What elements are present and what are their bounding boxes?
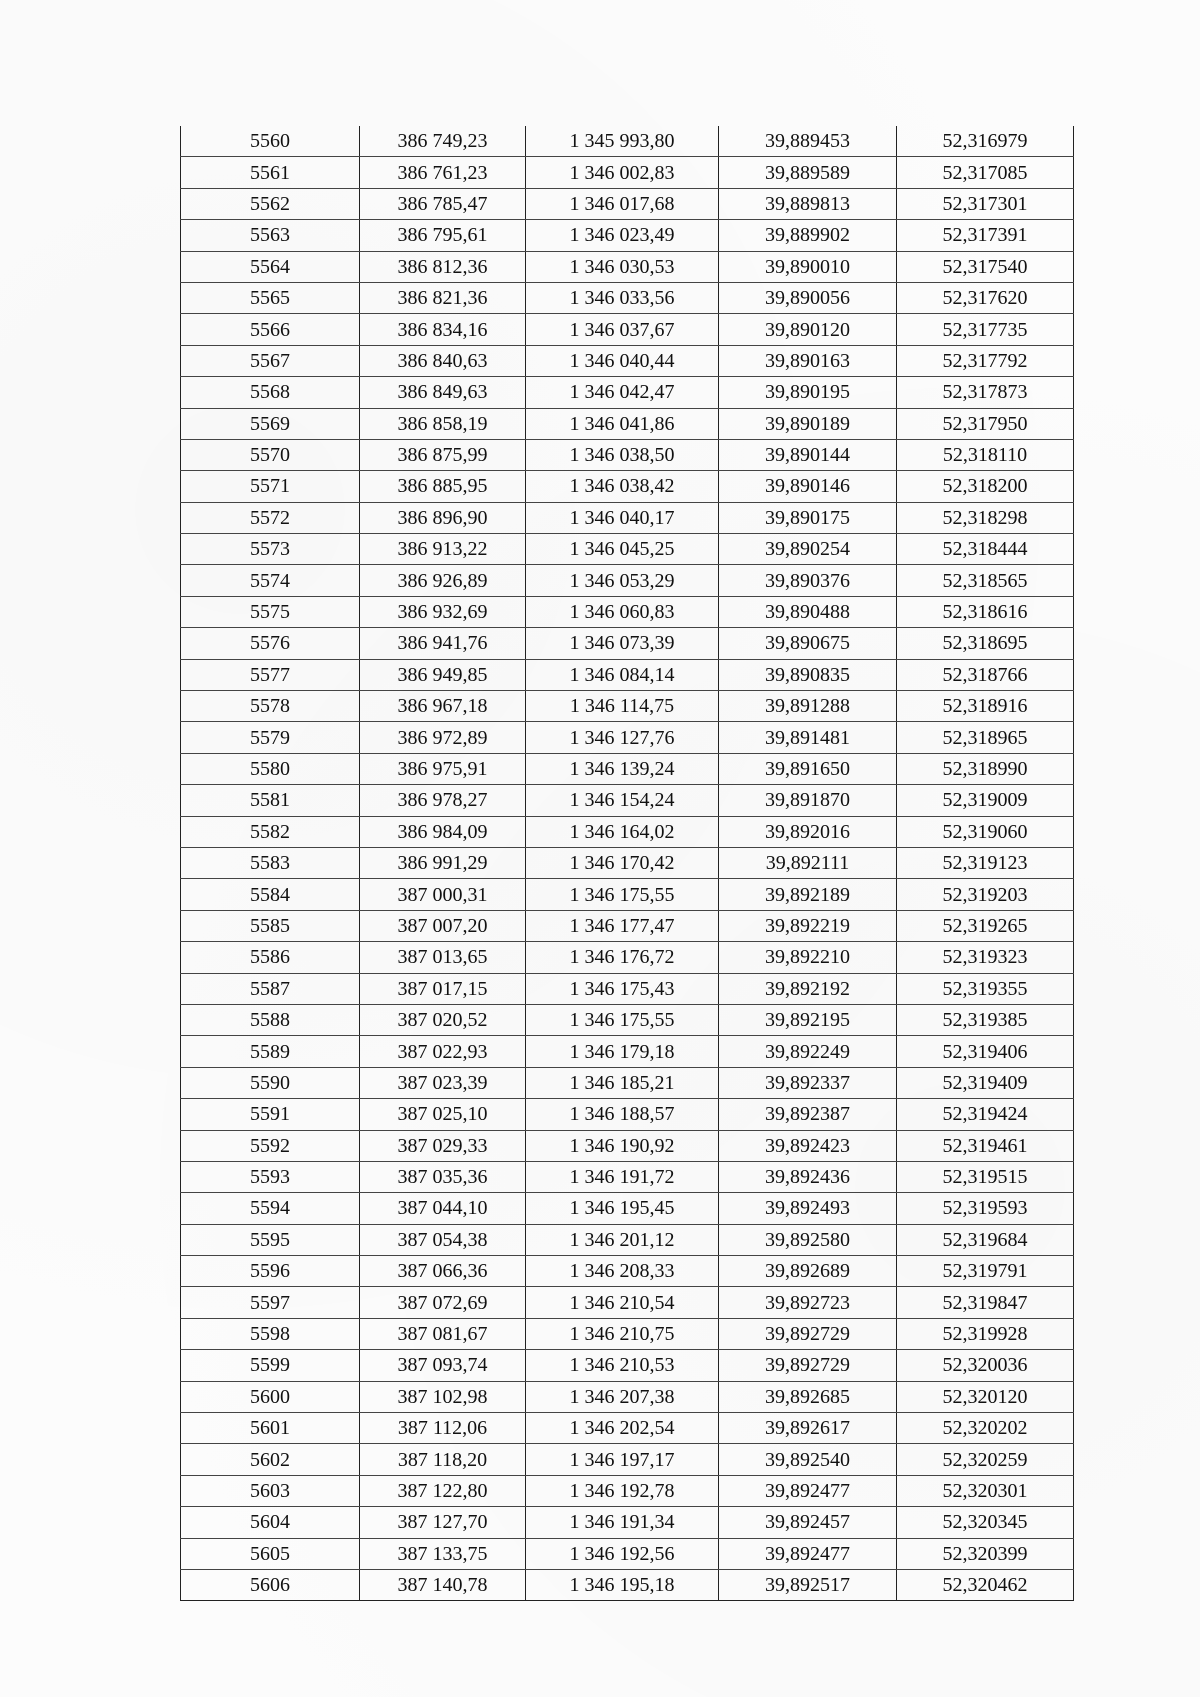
x-coordinate-cell: 387 000,31 bbox=[360, 879, 526, 910]
point-number-cell: 5586 bbox=[181, 942, 360, 973]
latitude-cell: 39,892192 bbox=[719, 973, 897, 1004]
x-coordinate-cell: 386 840,63 bbox=[360, 345, 526, 376]
table-row bbox=[181, 1130, 1074, 1161]
longitude-cell: 52,317620 bbox=[897, 282, 1074, 313]
y-coordinate-cell: 1 346 139,24 bbox=[526, 753, 719, 784]
latitude-cell: 39,892189 bbox=[719, 879, 897, 910]
coordinates-table-body bbox=[181, 126, 1074, 1601]
latitude-cell: 39,892493 bbox=[719, 1193, 897, 1224]
longitude-cell: 52,320345 bbox=[897, 1507, 1074, 1538]
y-coordinate-cell: 1 346 197,17 bbox=[526, 1444, 719, 1475]
y-coordinate-cell: 1 346 170,42 bbox=[526, 847, 719, 878]
latitude-cell: 39,892436 bbox=[719, 1161, 897, 1192]
y-coordinate-cell: 1 346 175,55 bbox=[526, 1004, 719, 1035]
longitude-cell: 52,317391 bbox=[897, 220, 1074, 251]
point-number-cell: 5603 bbox=[181, 1475, 360, 1506]
point-number-cell: 5582 bbox=[181, 816, 360, 847]
table-row bbox=[181, 1318, 1074, 1349]
longitude-cell: 52,318965 bbox=[897, 722, 1074, 753]
latitude-cell: 39,892195 bbox=[719, 1004, 897, 1035]
longitude-cell: 52,317540 bbox=[897, 251, 1074, 282]
y-coordinate-cell: 1 346 040,17 bbox=[526, 502, 719, 533]
x-coordinate-cell: 387 093,74 bbox=[360, 1350, 526, 1381]
y-coordinate-cell: 1 346 023,49 bbox=[526, 220, 719, 251]
table-row bbox=[181, 942, 1074, 973]
point-number-cell: 5593 bbox=[181, 1161, 360, 1192]
y-coordinate-cell: 1 346 176,72 bbox=[526, 942, 719, 973]
latitude-cell: 39,892517 bbox=[719, 1569, 897, 1600]
x-coordinate-cell: 387 022,93 bbox=[360, 1036, 526, 1067]
point-number-cell: 5576 bbox=[181, 628, 360, 659]
x-coordinate-cell: 387 140,78 bbox=[360, 1569, 526, 1600]
y-coordinate-cell: 1 346 002,83 bbox=[526, 157, 719, 188]
x-coordinate-cell: 387 054,38 bbox=[360, 1224, 526, 1255]
point-number-cell: 5580 bbox=[181, 753, 360, 784]
y-coordinate-cell: 1 346 041,86 bbox=[526, 408, 719, 439]
table-row bbox=[181, 220, 1074, 251]
latitude-cell: 39,892729 bbox=[719, 1318, 897, 1349]
point-number-cell: 5563 bbox=[181, 220, 360, 251]
table-row bbox=[181, 502, 1074, 533]
latitude-cell: 39,890163 bbox=[719, 345, 897, 376]
x-coordinate-cell: 386 875,99 bbox=[360, 439, 526, 470]
point-number-cell: 5585 bbox=[181, 910, 360, 941]
longitude-cell: 52,317301 bbox=[897, 188, 1074, 219]
table-row bbox=[181, 126, 1074, 157]
longitude-cell: 52,318565 bbox=[897, 565, 1074, 596]
x-coordinate-cell: 387 044,10 bbox=[360, 1193, 526, 1224]
latitude-cell: 39,890376 bbox=[719, 565, 897, 596]
longitude-cell: 52,317792 bbox=[897, 345, 1074, 376]
point-number-cell: 5566 bbox=[181, 314, 360, 345]
latitude-cell: 39,892685 bbox=[719, 1381, 897, 1412]
table-row bbox=[181, 1475, 1074, 1506]
table-row bbox=[181, 785, 1074, 816]
point-number-cell: 5606 bbox=[181, 1569, 360, 1600]
point-number-cell: 5594 bbox=[181, 1193, 360, 1224]
x-coordinate-cell: 387 112,06 bbox=[360, 1413, 526, 1444]
latitude-cell: 39,892016 bbox=[719, 816, 897, 847]
y-coordinate-cell: 1 346 195,18 bbox=[526, 1569, 719, 1600]
longitude-cell: 52,318200 bbox=[897, 471, 1074, 502]
y-coordinate-cell: 1 346 201,12 bbox=[526, 1224, 719, 1255]
longitude-cell: 52,318990 bbox=[897, 753, 1074, 784]
point-number-cell: 5584 bbox=[181, 879, 360, 910]
longitude-cell: 52,317735 bbox=[897, 314, 1074, 345]
x-coordinate-cell: 387 127,70 bbox=[360, 1507, 526, 1538]
latitude-cell: 39,892457 bbox=[719, 1507, 897, 1538]
point-number-cell: 5569 bbox=[181, 408, 360, 439]
y-coordinate-cell: 1 346 210,53 bbox=[526, 1350, 719, 1381]
table-row bbox=[181, 314, 1074, 345]
x-coordinate-cell: 386 795,61 bbox=[360, 220, 526, 251]
x-coordinate-cell: 386 941,76 bbox=[360, 628, 526, 659]
table-row bbox=[181, 1067, 1074, 1098]
longitude-cell: 52,318110 bbox=[897, 439, 1074, 470]
y-coordinate-cell: 1 346 045,25 bbox=[526, 534, 719, 565]
latitude-cell: 39,892580 bbox=[719, 1224, 897, 1255]
x-coordinate-cell: 387 007,20 bbox=[360, 910, 526, 941]
longitude-cell: 52,319203 bbox=[897, 879, 1074, 910]
point-number-cell: 5597 bbox=[181, 1287, 360, 1318]
longitude-cell: 52,319323 bbox=[897, 942, 1074, 973]
y-coordinate-cell: 1 346 038,50 bbox=[526, 439, 719, 470]
table-row bbox=[181, 565, 1074, 596]
latitude-cell: 39,889813 bbox=[719, 188, 897, 219]
y-coordinate-cell: 1 346 017,68 bbox=[526, 188, 719, 219]
point-number-cell: 5591 bbox=[181, 1099, 360, 1130]
longitude-cell: 52,319791 bbox=[897, 1256, 1074, 1287]
table-row bbox=[181, 1507, 1074, 1538]
x-coordinate-cell: 387 017,15 bbox=[360, 973, 526, 1004]
x-coordinate-cell: 387 122,80 bbox=[360, 1475, 526, 1506]
latitude-cell: 39,890835 bbox=[719, 659, 897, 690]
table-row bbox=[181, 910, 1074, 941]
longitude-cell: 52,319684 bbox=[897, 1224, 1074, 1255]
x-coordinate-cell: 387 025,10 bbox=[360, 1099, 526, 1130]
x-coordinate-cell: 386 821,36 bbox=[360, 282, 526, 313]
y-coordinate-cell: 1 346 177,47 bbox=[526, 910, 719, 941]
latitude-cell: 39,891288 bbox=[719, 691, 897, 722]
point-number-cell: 5588 bbox=[181, 1004, 360, 1035]
point-number-cell: 5565 bbox=[181, 282, 360, 313]
latitude-cell: 39,892540 bbox=[719, 1444, 897, 1475]
y-coordinate-cell: 1 346 060,83 bbox=[526, 596, 719, 627]
table-row bbox=[181, 439, 1074, 470]
x-coordinate-cell: 387 023,39 bbox=[360, 1067, 526, 1098]
y-coordinate-cell: 1 345 993,80 bbox=[526, 126, 719, 157]
latitude-cell: 39,890146 bbox=[719, 471, 897, 502]
longitude-cell: 52,319060 bbox=[897, 816, 1074, 847]
latitude-cell: 39,892219 bbox=[719, 910, 897, 941]
latitude-cell: 39,892111 bbox=[719, 847, 897, 878]
x-coordinate-cell: 387 029,33 bbox=[360, 1130, 526, 1161]
x-coordinate-cell: 387 133,75 bbox=[360, 1538, 526, 1569]
latitude-cell: 39,892617 bbox=[719, 1413, 897, 1444]
x-coordinate-cell: 386 967,18 bbox=[360, 691, 526, 722]
longitude-cell: 52,316979 bbox=[897, 126, 1074, 157]
longitude-cell: 52,319515 bbox=[897, 1161, 1074, 1192]
longitude-cell: 52,320462 bbox=[897, 1569, 1074, 1600]
latitude-cell: 39,890010 bbox=[719, 251, 897, 282]
x-coordinate-cell: 386 785,47 bbox=[360, 188, 526, 219]
longitude-cell: 52,318444 bbox=[897, 534, 1074, 565]
table-row bbox=[181, 1224, 1074, 1255]
y-coordinate-cell: 1 346 175,55 bbox=[526, 879, 719, 910]
point-number-cell: 5560 bbox=[181, 126, 360, 157]
latitude-cell: 39,890120 bbox=[719, 314, 897, 345]
table-row bbox=[181, 471, 1074, 502]
x-coordinate-cell: 386 975,91 bbox=[360, 753, 526, 784]
x-coordinate-cell: 386 972,89 bbox=[360, 722, 526, 753]
y-coordinate-cell: 1 346 033,56 bbox=[526, 282, 719, 313]
latitude-cell: 39,890189 bbox=[719, 408, 897, 439]
table-row bbox=[181, 408, 1074, 439]
table-row bbox=[181, 847, 1074, 878]
longitude-cell: 52,318298 bbox=[897, 502, 1074, 533]
x-coordinate-cell: 387 013,65 bbox=[360, 942, 526, 973]
latitude-cell: 39,890195 bbox=[719, 377, 897, 408]
table-row bbox=[181, 628, 1074, 659]
latitude-cell: 39,889453 bbox=[719, 126, 897, 157]
x-coordinate-cell: 386 984,09 bbox=[360, 816, 526, 847]
point-number-cell: 5605 bbox=[181, 1538, 360, 1569]
x-coordinate-cell: 387 020,52 bbox=[360, 1004, 526, 1035]
x-coordinate-cell: 386 849,63 bbox=[360, 377, 526, 408]
table-row bbox=[181, 1099, 1074, 1130]
x-coordinate-cell: 386 926,89 bbox=[360, 565, 526, 596]
longitude-cell: 52,319355 bbox=[897, 973, 1074, 1004]
point-number-cell: 5602 bbox=[181, 1444, 360, 1475]
y-coordinate-cell: 1 346 154,24 bbox=[526, 785, 719, 816]
longitude-cell: 52,318616 bbox=[897, 596, 1074, 627]
longitude-cell: 52,318916 bbox=[897, 691, 1074, 722]
table-row bbox=[181, 1004, 1074, 1035]
longitude-cell: 52,319409 bbox=[897, 1067, 1074, 1098]
point-number-cell: 5589 bbox=[181, 1036, 360, 1067]
point-number-cell: 5570 bbox=[181, 439, 360, 470]
x-coordinate-cell: 386 858,19 bbox=[360, 408, 526, 439]
longitude-cell: 52,319123 bbox=[897, 847, 1074, 878]
y-coordinate-cell: 1 346 191,34 bbox=[526, 1507, 719, 1538]
longitude-cell: 52,318695 bbox=[897, 628, 1074, 659]
y-coordinate-cell: 1 346 042,47 bbox=[526, 377, 719, 408]
longitude-cell: 52,319009 bbox=[897, 785, 1074, 816]
longitude-cell: 52,319461 bbox=[897, 1130, 1074, 1161]
latitude-cell: 39,892477 bbox=[719, 1475, 897, 1506]
y-coordinate-cell: 1 346 210,54 bbox=[526, 1287, 719, 1318]
table-row bbox=[181, 282, 1074, 313]
latitude-cell: 39,892729 bbox=[719, 1350, 897, 1381]
point-number-cell: 5590 bbox=[181, 1067, 360, 1098]
longitude-cell: 52,320120 bbox=[897, 1381, 1074, 1412]
y-coordinate-cell: 1 346 195,45 bbox=[526, 1193, 719, 1224]
longitude-cell: 52,318766 bbox=[897, 659, 1074, 690]
longitude-cell: 52,319265 bbox=[897, 910, 1074, 941]
table-row bbox=[181, 1036, 1074, 1067]
point-number-cell: 5581 bbox=[181, 785, 360, 816]
latitude-cell: 39,892337 bbox=[719, 1067, 897, 1098]
table-row bbox=[181, 345, 1074, 376]
table-row bbox=[181, 1287, 1074, 1318]
point-number-cell: 5564 bbox=[181, 251, 360, 282]
y-coordinate-cell: 1 346 175,43 bbox=[526, 973, 719, 1004]
table-row bbox=[181, 188, 1074, 219]
y-coordinate-cell: 1 346 208,33 bbox=[526, 1256, 719, 1287]
table-row bbox=[181, 659, 1074, 690]
point-number-cell: 5596 bbox=[181, 1256, 360, 1287]
latitude-cell: 39,892210 bbox=[719, 942, 897, 973]
y-coordinate-cell: 1 346 192,56 bbox=[526, 1538, 719, 1569]
y-coordinate-cell: 1 346 084,14 bbox=[526, 659, 719, 690]
y-coordinate-cell: 1 346 188,57 bbox=[526, 1099, 719, 1130]
point-number-cell: 5571 bbox=[181, 471, 360, 502]
y-coordinate-cell: 1 346 114,75 bbox=[526, 691, 719, 722]
table-row bbox=[181, 1538, 1074, 1569]
longitude-cell: 52,317873 bbox=[897, 377, 1074, 408]
table-row bbox=[181, 973, 1074, 1004]
x-coordinate-cell: 386 812,36 bbox=[360, 251, 526, 282]
longitude-cell: 52,319406 bbox=[897, 1036, 1074, 1067]
y-coordinate-cell: 1 346 127,76 bbox=[526, 722, 719, 753]
point-number-cell: 5578 bbox=[181, 691, 360, 722]
x-coordinate-cell: 387 118,20 bbox=[360, 1444, 526, 1475]
y-coordinate-cell: 1 346 164,02 bbox=[526, 816, 719, 847]
point-number-cell: 5587 bbox=[181, 973, 360, 1004]
x-coordinate-cell: 386 991,29 bbox=[360, 847, 526, 878]
longitude-cell: 52,319593 bbox=[897, 1193, 1074, 1224]
latitude-cell: 39,890675 bbox=[719, 628, 897, 659]
x-coordinate-cell: 386 932,69 bbox=[360, 596, 526, 627]
x-coordinate-cell: 386 978,27 bbox=[360, 785, 526, 816]
point-number-cell: 5573 bbox=[181, 534, 360, 565]
point-number-cell: 5577 bbox=[181, 659, 360, 690]
longitude-cell: 52,320202 bbox=[897, 1413, 1074, 1444]
y-coordinate-cell: 1 346 053,29 bbox=[526, 565, 719, 596]
point-number-cell: 5567 bbox=[181, 345, 360, 376]
table-row bbox=[181, 1413, 1074, 1444]
longitude-cell: 52,319385 bbox=[897, 1004, 1074, 1035]
latitude-cell: 39,890175 bbox=[719, 502, 897, 533]
latitude-cell: 39,891870 bbox=[719, 785, 897, 816]
point-number-cell: 5592 bbox=[181, 1130, 360, 1161]
latitude-cell: 39,892689 bbox=[719, 1256, 897, 1287]
longitude-cell: 52,319424 bbox=[897, 1099, 1074, 1130]
y-coordinate-cell: 1 346 192,78 bbox=[526, 1475, 719, 1506]
y-coordinate-cell: 1 346 191,72 bbox=[526, 1161, 719, 1192]
point-number-cell: 5572 bbox=[181, 502, 360, 533]
point-number-cell: 5599 bbox=[181, 1350, 360, 1381]
y-coordinate-cell: 1 346 038,42 bbox=[526, 471, 719, 502]
y-coordinate-cell: 1 346 190,92 bbox=[526, 1130, 719, 1161]
x-coordinate-cell: 386 834,16 bbox=[360, 314, 526, 345]
latitude-cell: 39,891650 bbox=[719, 753, 897, 784]
table-row bbox=[181, 377, 1074, 408]
x-coordinate-cell: 387 102,98 bbox=[360, 1381, 526, 1412]
table-row bbox=[181, 1381, 1074, 1412]
coordinates-table bbox=[180, 126, 1074, 1601]
x-coordinate-cell: 386 913,22 bbox=[360, 534, 526, 565]
latitude-cell: 39,891481 bbox=[719, 722, 897, 753]
point-number-cell: 5568 bbox=[181, 377, 360, 408]
table-row bbox=[181, 879, 1074, 910]
table-row bbox=[181, 534, 1074, 565]
y-coordinate-cell: 1 346 073,39 bbox=[526, 628, 719, 659]
longitude-cell: 52,320259 bbox=[897, 1444, 1074, 1475]
table-row bbox=[181, 753, 1074, 784]
latitude-cell: 39,892423 bbox=[719, 1130, 897, 1161]
table-row bbox=[181, 691, 1074, 722]
point-number-cell: 5579 bbox=[181, 722, 360, 753]
y-coordinate-cell: 1 346 210,75 bbox=[526, 1318, 719, 1349]
longitude-cell: 52,319847 bbox=[897, 1287, 1074, 1318]
point-number-cell: 5595 bbox=[181, 1224, 360, 1255]
latitude-cell: 39,890056 bbox=[719, 282, 897, 313]
table-row bbox=[181, 816, 1074, 847]
point-number-cell: 5575 bbox=[181, 596, 360, 627]
point-number-cell: 5604 bbox=[181, 1507, 360, 1538]
x-coordinate-cell: 387 072,69 bbox=[360, 1287, 526, 1318]
y-coordinate-cell: 1 346 185,21 bbox=[526, 1067, 719, 1098]
x-coordinate-cell: 386 749,23 bbox=[360, 126, 526, 157]
latitude-cell: 39,889589 bbox=[719, 157, 897, 188]
x-coordinate-cell: 387 035,36 bbox=[360, 1161, 526, 1192]
point-number-cell: 5598 bbox=[181, 1318, 360, 1349]
x-coordinate-cell: 387 081,67 bbox=[360, 1318, 526, 1349]
latitude-cell: 39,892723 bbox=[719, 1287, 897, 1318]
latitude-cell: 39,890488 bbox=[719, 596, 897, 627]
y-coordinate-cell: 1 346 179,18 bbox=[526, 1036, 719, 1067]
longitude-cell: 52,320036 bbox=[897, 1350, 1074, 1381]
point-number-cell: 5600 bbox=[181, 1381, 360, 1412]
y-coordinate-cell: 1 346 202,54 bbox=[526, 1413, 719, 1444]
table-row bbox=[181, 1256, 1074, 1287]
y-coordinate-cell: 1 346 030,53 bbox=[526, 251, 719, 282]
table-row bbox=[181, 1193, 1074, 1224]
longitude-cell: 52,320399 bbox=[897, 1538, 1074, 1569]
point-number-cell: 5601 bbox=[181, 1413, 360, 1444]
longitude-cell: 52,320301 bbox=[897, 1475, 1074, 1506]
point-number-cell: 5561 bbox=[181, 157, 360, 188]
latitude-cell: 39,890144 bbox=[719, 439, 897, 470]
point-number-cell: 5574 bbox=[181, 565, 360, 596]
latitude-cell: 39,889902 bbox=[719, 220, 897, 251]
x-coordinate-cell: 386 896,90 bbox=[360, 502, 526, 533]
table-row bbox=[181, 596, 1074, 627]
latitude-cell: 39,892387 bbox=[719, 1099, 897, 1130]
y-coordinate-cell: 1 346 040,44 bbox=[526, 345, 719, 376]
x-coordinate-cell: 386 761,23 bbox=[360, 157, 526, 188]
table-row bbox=[181, 1444, 1074, 1475]
latitude-cell: 39,892249 bbox=[719, 1036, 897, 1067]
table-row bbox=[181, 1350, 1074, 1381]
latitude-cell: 39,890254 bbox=[719, 534, 897, 565]
table-row bbox=[181, 1569, 1074, 1600]
table-row bbox=[181, 1161, 1074, 1192]
y-coordinate-cell: 1 346 037,67 bbox=[526, 314, 719, 345]
table-row bbox=[181, 157, 1074, 188]
point-number-cell: 5583 bbox=[181, 847, 360, 878]
table-row bbox=[181, 722, 1074, 753]
x-coordinate-cell: 386 885,95 bbox=[360, 471, 526, 502]
x-coordinate-cell: 386 949,85 bbox=[360, 659, 526, 690]
point-number-cell: 5562 bbox=[181, 188, 360, 219]
longitude-cell: 52,319928 bbox=[897, 1318, 1074, 1349]
table-row bbox=[181, 251, 1074, 282]
longitude-cell: 52,317950 bbox=[897, 408, 1074, 439]
y-coordinate-cell: 1 346 207,38 bbox=[526, 1381, 719, 1412]
x-coordinate-cell: 387 066,36 bbox=[360, 1256, 526, 1287]
longitude-cell: 52,317085 bbox=[897, 157, 1074, 188]
latitude-cell: 39,892477 bbox=[719, 1538, 897, 1569]
